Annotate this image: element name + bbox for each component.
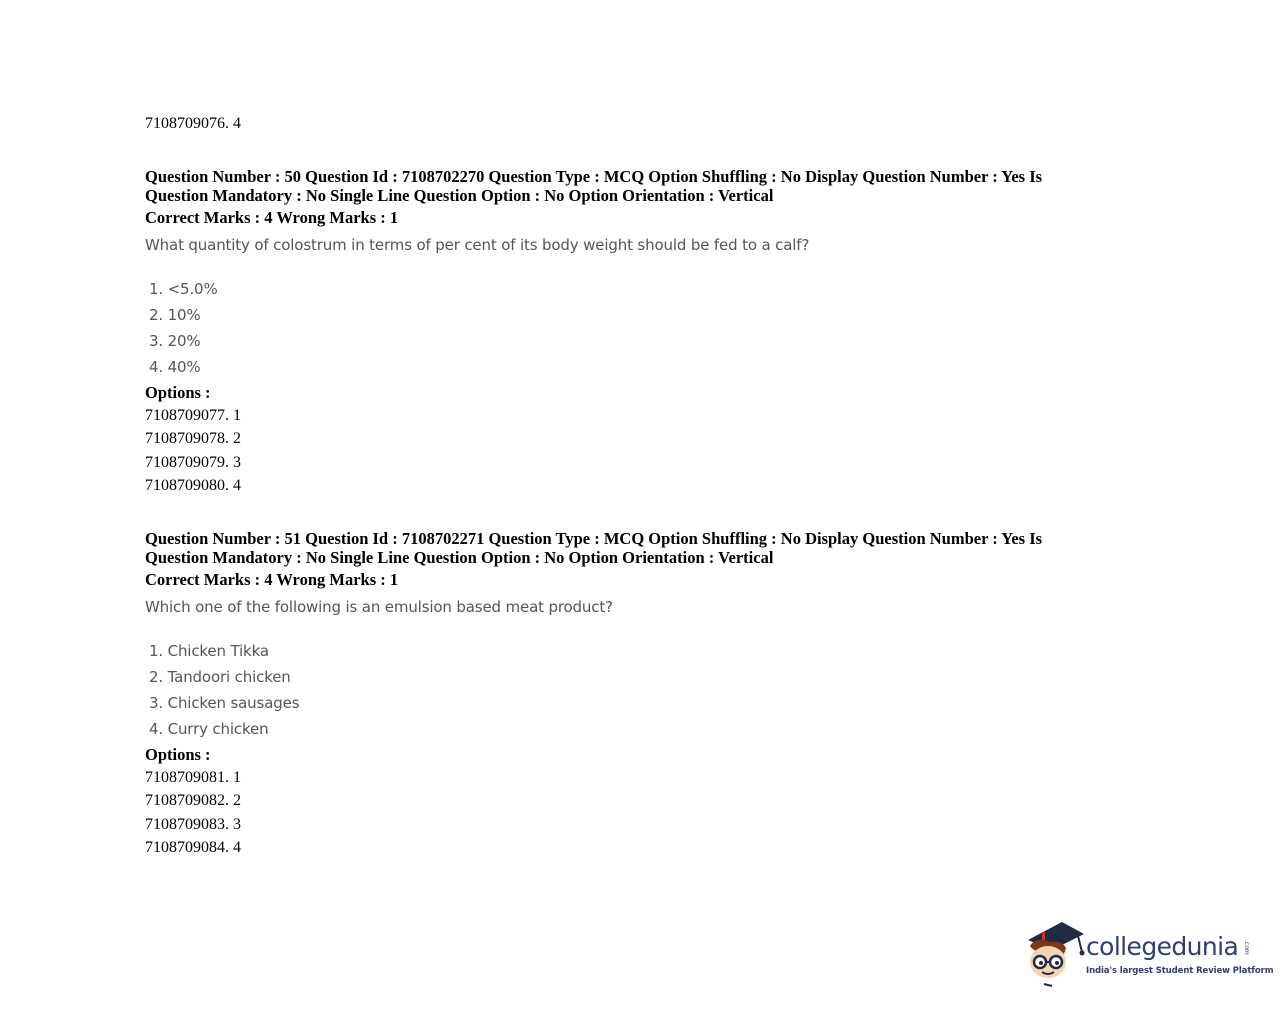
answer-choices xyxy=(149,276,1145,380)
collegedunia-logo xyxy=(1022,918,1274,988)
options-label: Options : xyxy=(145,382,211,402)
options-label: Options : xyxy=(145,744,211,764)
answer-choice: 1. <5.0% xyxy=(149,279,218,298)
question-text: What quantity of colostrum in terms of per cent of its body weight should be fed to a calf? xyxy=(145,235,810,254)
option-id: 7108709077. 1 xyxy=(145,406,241,424)
logo-tagline: India's largest Student Review Platform xyxy=(1086,966,1274,976)
question-text: Which one of the following is an emulsion based meat product? xyxy=(145,597,613,616)
answer-choice: 3. Chicken sausages xyxy=(149,693,300,712)
answer-choice: 2. Tandoori chicken xyxy=(149,667,291,686)
question-marks: Correct Marks : 4 Wrong Marks : 1 xyxy=(145,569,399,589)
question-block-50 xyxy=(145,167,1145,498)
answer-choice: 4. Curry chicken xyxy=(149,719,269,738)
option-id-list xyxy=(145,766,1145,860)
question-block-51 xyxy=(145,529,1145,860)
logo-com-text: .com xyxy=(1243,940,1250,955)
question-header xyxy=(145,167,1105,206)
question-header-line1: Question Number : 50 Question Id : 7108702270 Question Type : MCQ Option Shuffling : No Display Question Number : Yes Is xyxy=(145,166,1043,186)
question-header-line2: Question Mandatory : No Single Line Question Option : No Option Orientation : Vertical xyxy=(145,548,774,567)
option-id-list xyxy=(145,404,1145,498)
option-id: 7108709081. 1 xyxy=(145,768,241,786)
answer-choice: 4. 40% xyxy=(149,357,201,376)
question-header-line2: Question Mandatory : No Single Line Question Option : No Option Orientation : Vertical xyxy=(145,186,774,205)
logo-brand-text: collegedunia xyxy=(1086,932,1239,961)
question-header-line1: Question Number : 51 Question Id : 7108702271 Question Type : MCQ Option Shuffling : No Display Question Number : Yes Is xyxy=(145,528,1043,548)
option-id: 7108709078. 2 xyxy=(145,430,241,447)
question-header xyxy=(145,529,1105,568)
previous-option-line: 7108709076. 4 xyxy=(145,115,241,132)
answer-choice: 1. Chicken Tikka xyxy=(149,641,269,660)
document-page xyxy=(145,112,1145,860)
answer-choice: 2. 10% xyxy=(149,305,201,324)
student-mascot-icon xyxy=(1022,918,1086,988)
option-id: 7108709079. 3 xyxy=(145,453,241,471)
option-id: 7108709082. 2 xyxy=(145,792,241,809)
answer-choices xyxy=(149,638,1145,742)
question-marks: Correct Marks : 4 Wrong Marks : 1 xyxy=(145,207,399,227)
option-id: 7108709084. 4 xyxy=(145,839,241,856)
answer-choice: 3. 20% xyxy=(149,331,201,350)
option-id: 7108709080. 4 xyxy=(145,477,241,494)
option-id: 7108709083. 3 xyxy=(145,815,241,833)
